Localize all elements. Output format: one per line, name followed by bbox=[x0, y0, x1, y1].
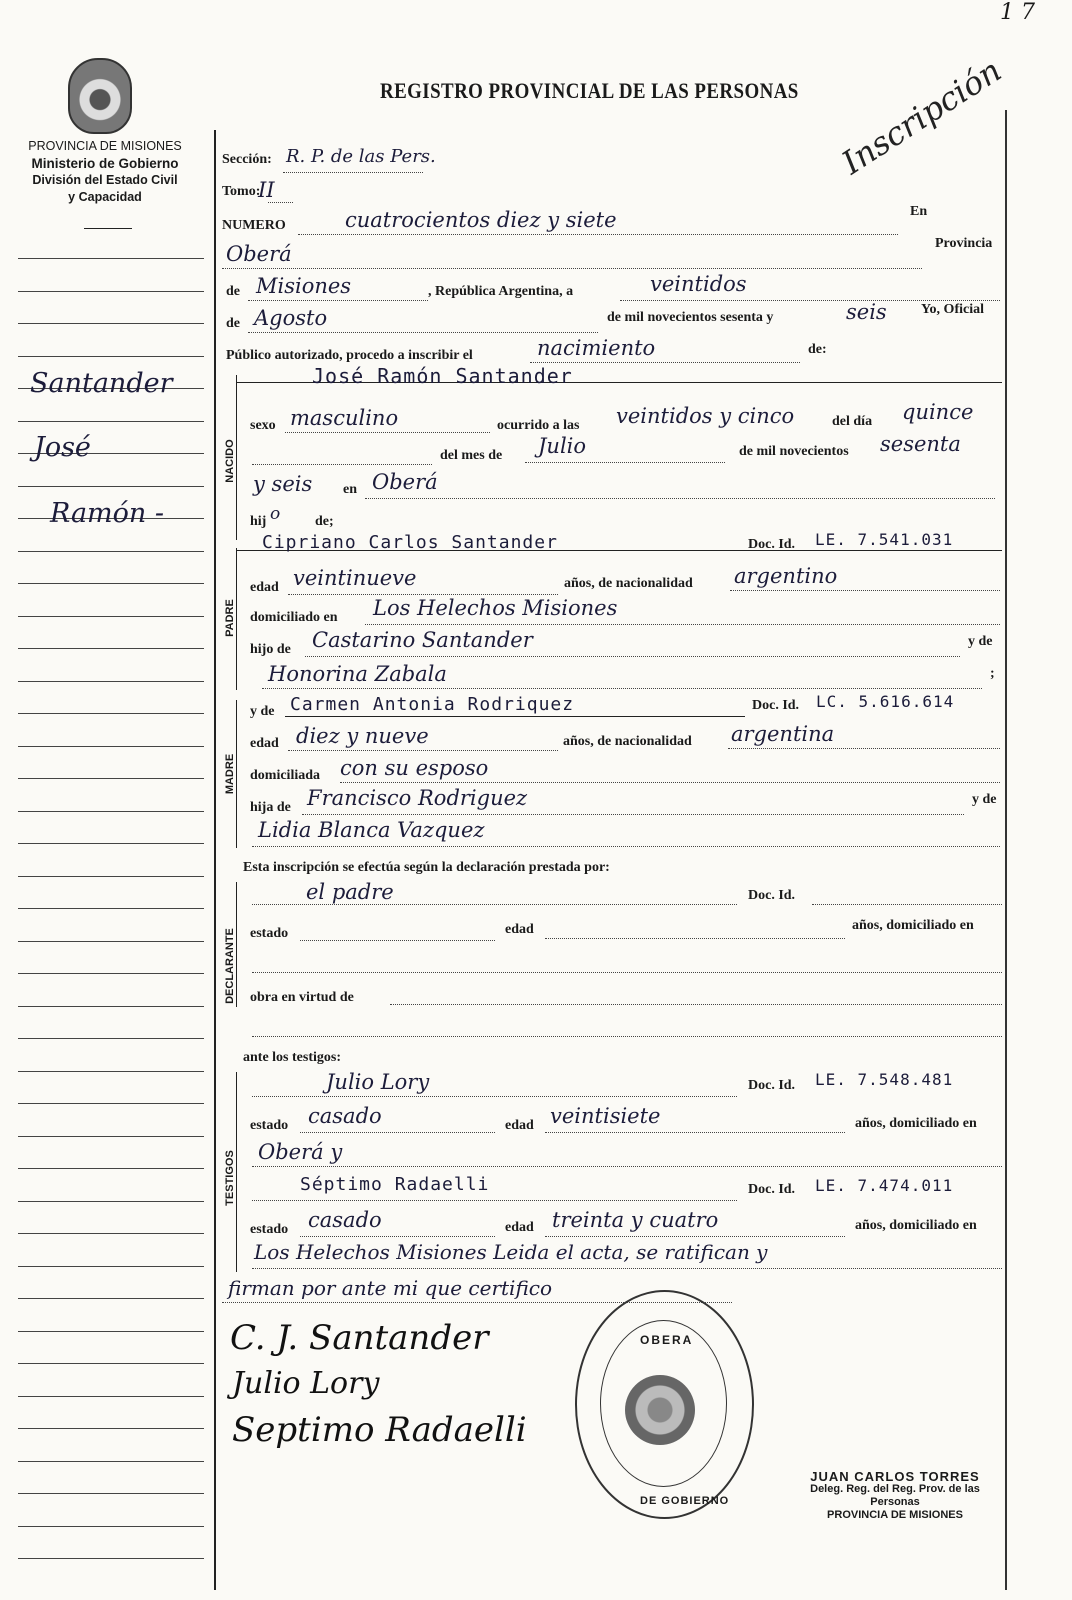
label-hijo: hij bbox=[250, 514, 267, 529]
label-doc-madre: Doc. Id. bbox=[752, 698, 800, 713]
section-nacido: NACIDO bbox=[224, 439, 236, 483]
margin-rule bbox=[18, 291, 204, 292]
value-testigo2-dom: Los Helechos Misiones Leida el acta, se ratifican y bbox=[254, 1240, 768, 1264]
value-lugar-nac: Oberá bbox=[372, 470, 438, 494]
division-line-2: y Capacidad bbox=[68, 190, 142, 204]
value-numero: cuatrocientos diez y siete bbox=[345, 208, 617, 232]
label-nac-madre: años, de nacionalidad bbox=[563, 734, 692, 749]
value-tomo: II bbox=[258, 178, 275, 202]
label-de-semicolon: de; bbox=[315, 514, 334, 529]
value-dia-nac: quince bbox=[902, 400, 974, 424]
label-numero: NUMERO bbox=[222, 218, 286, 233]
value-anio-nac: sesenta bbox=[880, 432, 961, 456]
margin-stamp: Inscripción bbox=[835, 51, 1009, 182]
label-anos-dom-declarante: años, domiciliado en bbox=[852, 918, 974, 933]
value-testigo1: Julio Lory bbox=[326, 1070, 430, 1094]
value-anio-nac-2: y seis bbox=[253, 472, 313, 496]
value-testigo1-estado: casado bbox=[308, 1104, 382, 1128]
label-de-colon: de: bbox=[808, 342, 827, 357]
value-lugar: Oberá bbox=[226, 242, 292, 266]
value-padre: Cipriano Carlos Santander bbox=[262, 532, 558, 553]
value-padre-dom: Los Helechos Misiones bbox=[373, 596, 618, 620]
label-nac-padre: años, de nacionalidad bbox=[564, 576, 693, 591]
official-title: Deleg. Reg. del Reg. Prov. de las Personas bbox=[810, 1483, 980, 1508]
label-de-2: de bbox=[226, 316, 240, 331]
label-edad-padre: edad bbox=[250, 580, 279, 595]
margin-rule bbox=[18, 486, 204, 487]
label-doc-declarante: Doc. Id. bbox=[748, 888, 796, 903]
label-de-mil: de mil novecientos sesenta y bbox=[607, 310, 774, 325]
margin-rule bbox=[18, 1103, 204, 1104]
value-madre: Carmen Antonia Rodriquez bbox=[290, 694, 575, 715]
value-madre-edad: diez y nueve bbox=[296, 724, 429, 748]
label-anos-dom-testigo2: años, domiciliado en bbox=[855, 1218, 977, 1233]
margin-rule bbox=[18, 1006, 204, 1007]
signature-testigo2: Septimo Radaelli bbox=[232, 1410, 527, 1450]
section-testigos: TESTIGOS bbox=[224, 1150, 236, 1206]
page-number: 1 7 bbox=[1000, 0, 1035, 25]
label-anos-dom-testigo1: años, domiciliado en bbox=[855, 1116, 977, 1131]
margin-middle-name: Ramón - bbox=[50, 498, 164, 529]
section-padre: PADRE bbox=[224, 599, 236, 637]
value-mes: Agosto bbox=[254, 306, 328, 330]
label-dom-padre: domiciliado en bbox=[250, 610, 338, 625]
margin-rule bbox=[18, 876, 204, 877]
label-doc-testigo1: Doc. Id. bbox=[748, 1078, 796, 1093]
label-estado-declarante: estado bbox=[250, 926, 289, 941]
margin-rule bbox=[18, 1396, 204, 1397]
label-publico: Público autorizado, procedo a inscribir el bbox=[226, 348, 473, 363]
label-y-de-padre: y de bbox=[968, 634, 993, 649]
margin-rule bbox=[18, 908, 204, 909]
label-provincia: Provincia bbox=[935, 236, 993, 251]
label-edad-testigo2: edad bbox=[505, 1220, 534, 1235]
margin-rule bbox=[18, 551, 204, 552]
margin-rule bbox=[18, 1526, 204, 1527]
value-mes-nac: Julio bbox=[538, 434, 587, 458]
section-madre: MADRE bbox=[224, 753, 236, 795]
margin-rule bbox=[18, 746, 204, 747]
official-province: PROVINCIA DE MISIONES bbox=[827, 1509, 963, 1521]
margin-rule bbox=[18, 1298, 204, 1299]
label-semicolon: ; bbox=[990, 666, 995, 681]
margin-rule bbox=[18, 648, 204, 649]
margin-rule bbox=[18, 1201, 204, 1202]
left-margin bbox=[0, 0, 215, 1600]
margin-rule bbox=[18, 1428, 204, 1429]
margin-rule bbox=[18, 323, 204, 324]
label-obra: obra en virtud de bbox=[250, 990, 354, 1005]
value-abuela-m: Lidia Blanca Vazquez bbox=[258, 818, 485, 842]
label-y-de-madre-2: y de bbox=[972, 792, 997, 807]
label-estado-testigo2: estado bbox=[250, 1222, 289, 1237]
margin-rule bbox=[18, 356, 204, 357]
section-bracket-madre bbox=[236, 700, 237, 848]
issuer-header bbox=[0, 138, 210, 206]
value-padre-nac: argentino bbox=[734, 564, 838, 588]
value-cierre: firman por ante mi que certifico bbox=[228, 1276, 553, 1300]
margin-rule bbox=[18, 1461, 204, 1462]
margin-rule bbox=[18, 616, 204, 617]
label-tomo: Tomo: bbox=[222, 184, 261, 199]
seal-ring-text: DE GOBIERNO bbox=[640, 1495, 730, 1507]
label-dom-madre: domiciliada bbox=[250, 768, 321, 783]
label-de: de bbox=[226, 284, 240, 299]
value-testigo2-edad: treinta y cuatro bbox=[552, 1208, 719, 1232]
margin-rule bbox=[18, 1363, 204, 1364]
margin-rule bbox=[18, 1493, 204, 1494]
margin-rule bbox=[18, 1558, 204, 1559]
margin-rule bbox=[18, 421, 204, 422]
margin-rule bbox=[18, 681, 204, 682]
value-sexo: masculino bbox=[290, 406, 399, 430]
province-crest-icon bbox=[68, 58, 132, 134]
margin-rule bbox=[18, 843, 204, 844]
section-bracket-testigos bbox=[236, 1072, 237, 1272]
label-inscripcion: Esta inscripción se efectúa según la declaración prestada por: bbox=[243, 860, 610, 875]
value-testigo1-edad: veintisiete bbox=[550, 1104, 661, 1128]
value-padre-doc: LE. 7.541.031 bbox=[815, 530, 954, 549]
label-ante: ante los testigos: bbox=[243, 1050, 341, 1065]
label-doc-testigo2: Doc. Id. bbox=[748, 1182, 796, 1197]
section-bracket-padre bbox=[236, 548, 237, 690]
label-del-mes: del mes de bbox=[440, 448, 503, 463]
seal-emblem-icon bbox=[625, 1375, 695, 1445]
seal-center-text: OBERA bbox=[640, 1333, 694, 1347]
value-testigo2: Séptimo Radaelli bbox=[300, 1174, 490, 1195]
margin-rule bbox=[18, 1038, 204, 1039]
value-abuelo-p: Castarino Santander bbox=[312, 628, 533, 652]
value-abuelo-m: Francisco Rodriguez bbox=[307, 786, 528, 810]
right-border bbox=[1005, 110, 1007, 1590]
province-name: PROVINCIA DE MISIONES bbox=[28, 139, 182, 153]
margin-divider bbox=[214, 130, 216, 1590]
section-bracket-nacido bbox=[236, 375, 237, 540]
label-hija-de: hija de bbox=[250, 800, 291, 815]
label-del-dia: del día bbox=[832, 414, 873, 429]
document-title: REGISTRO PROVINCIAL DE LAS PERSONAS bbox=[380, 78, 799, 103]
official-block bbox=[790, 1470, 1000, 1522]
label-edad-declarante: edad bbox=[505, 922, 534, 937]
label-edad-testigo1: edad bbox=[505, 1118, 534, 1133]
margin-rule bbox=[18, 973, 204, 974]
value-padre-edad: veintinueve bbox=[293, 566, 417, 590]
margin-rule bbox=[18, 1136, 204, 1137]
label-doc-padre: Doc. Id. bbox=[748, 537, 796, 552]
margin-given-name: José bbox=[34, 432, 91, 463]
label-ocurrido: ocurrido a las bbox=[497, 418, 580, 433]
ministry-name: Ministerio de Gobierno bbox=[31, 156, 179, 171]
value-anio: seis bbox=[846, 300, 887, 324]
margin-rule bbox=[18, 1266, 204, 1267]
signature-padre: C. J. Santander bbox=[230, 1318, 489, 1358]
label-hijo-de-padre: hijo de bbox=[250, 642, 291, 657]
margin-rule bbox=[18, 258, 204, 259]
value-seccion: R. P. de las Pers. bbox=[286, 146, 436, 167]
margin-rule bbox=[18, 1168, 204, 1169]
margin-rule bbox=[18, 1233, 204, 1234]
official-name: JUAN CARLOS TORRES bbox=[810, 1469, 980, 1484]
value-madre-doc: LC. 5.616.614 bbox=[816, 692, 955, 711]
section-bracket-declarante bbox=[236, 882, 237, 1007]
signature-testigo1: Julio Lory bbox=[232, 1366, 380, 1401]
value-provincia: Misiones bbox=[256, 274, 352, 298]
label-estado-testigo1: estado bbox=[250, 1118, 289, 1133]
divider bbox=[84, 228, 132, 229]
value-hijo-sufijo: o bbox=[270, 504, 281, 524]
label-edad-madre: edad bbox=[250, 736, 279, 751]
label-sexo: sexo bbox=[250, 418, 276, 433]
label-de-mil-nov: de mil novecientos bbox=[739, 444, 849, 459]
value-testigo1-doc: LE. 7.548.481 bbox=[815, 1070, 954, 1089]
section-declarante: DECLARANTE bbox=[224, 928, 236, 1004]
label-republica: , República Argentina, a bbox=[428, 284, 574, 299]
margin-rule bbox=[18, 1331, 204, 1332]
value-testigo2-estado: casado bbox=[308, 1208, 382, 1232]
label-yo-oficial: Yo, Oficial bbox=[921, 302, 984, 317]
value-acto: nacimiento bbox=[537, 336, 656, 360]
value-testigo2-doc: LE. 7.474.011 bbox=[815, 1176, 954, 1195]
value-abuela-p: Honorina Zabala bbox=[268, 662, 447, 686]
value-madre-dom: con su esposo bbox=[340, 756, 489, 780]
label-en-nac: en bbox=[343, 482, 357, 497]
value-nombre: José Ramón Santander bbox=[312, 364, 573, 388]
value-dia: veintidos bbox=[650, 272, 747, 296]
value-testigo1-dom: Oberá y bbox=[258, 1140, 343, 1164]
label-y-de-madre: y de bbox=[250, 704, 275, 719]
margin-surname: Santander bbox=[30, 368, 173, 399]
margin-rule bbox=[18, 713, 204, 714]
margin-rule bbox=[18, 778, 204, 779]
value-madre-nac: argentina bbox=[731, 722, 835, 746]
margin-rule bbox=[18, 1071, 204, 1072]
value-hora: veintidos y cinco bbox=[616, 404, 795, 428]
label-en: En bbox=[910, 204, 928, 219]
division-line-1: División del Estado Civil bbox=[32, 173, 178, 187]
value-declarante: el padre bbox=[306, 880, 394, 904]
margin-rule bbox=[18, 583, 204, 584]
margin-rule bbox=[18, 941, 204, 942]
margin-rule bbox=[18, 811, 204, 812]
label-seccion: Sección: bbox=[222, 152, 272, 167]
